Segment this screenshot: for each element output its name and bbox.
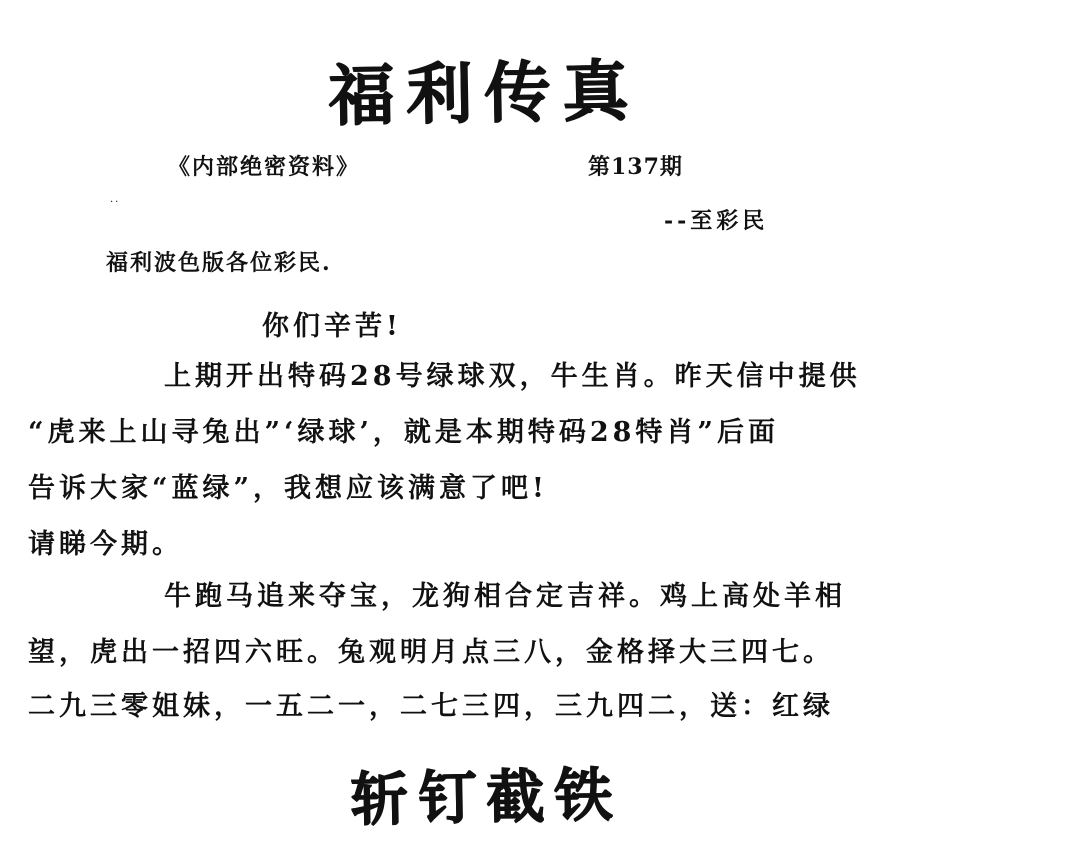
confidential-subtitle: 《内部绝密资料》: [168, 154, 361, 180]
issue-number: 第137期: [588, 154, 683, 180]
body-line-3: 告诉大家“蓝绿”，我想应该满意了吧!: [28, 473, 548, 504]
scan-mark: ..: [110, 194, 121, 205]
body-line-5: 牛跑马追来夺宝，龙狗相合定吉祥。鸡上高处羊相: [164, 581, 846, 612]
document-title: 福利传真: [327, 51, 641, 135]
body-line-2: “虎来上山寻兔出”‘绿球’，就是本期特码28特肖”后面: [28, 417, 779, 448]
salutation-line: 福利波色版各位彩民.: [106, 250, 332, 276]
closing-title: 斩钉截铁: [349, 760, 623, 834]
body-line-7: 二九三零姐妹，一五二一，二七三四，三九四二，送：红绿: [28, 691, 834, 722]
body-line-6: 望，虎出一招四六旺。兔观明月点三八，金格择大三四七。: [28, 637, 834, 668]
body-line-4: 请睇今期。: [28, 529, 183, 560]
signature-line: --至彩民: [664, 208, 769, 234]
greeting-line: 你们辛苦!: [262, 311, 402, 342]
body-line-1: 上期开出特码28号绿球双，牛生肖。昨天信中提供: [164, 361, 861, 392]
